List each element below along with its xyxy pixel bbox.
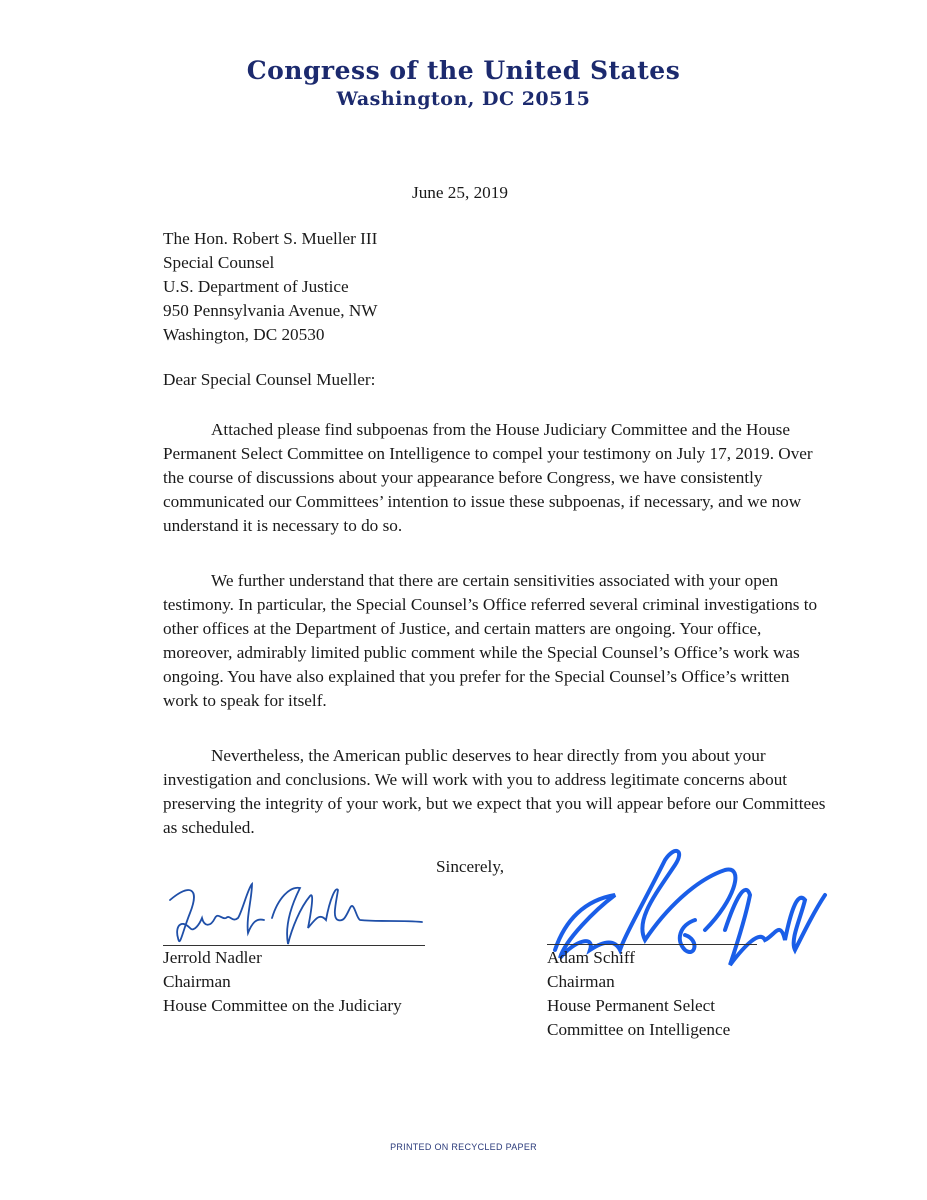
recipient-line: The Hon. Robert S. Mueller III xyxy=(163,229,378,248)
signature-stroke xyxy=(272,888,422,944)
paragraph-line: Permanent Select Committee on Intelligence to compel your testimony on July 17, 2019. Over xyxy=(163,444,813,463)
recipient-line: 950 Pennsylvania Avenue, NW xyxy=(163,301,378,320)
schiff-signature-line xyxy=(547,944,757,945)
paragraph-line: We further understand that there are certain sensitivities associated with your open xyxy=(211,571,779,590)
paragraph-line: moreover, admirably limited public comment while the Special Counsel’s Office’s work was xyxy=(163,643,800,662)
signer-title: Chairman xyxy=(547,972,615,991)
closing: Sincerely, xyxy=(436,857,505,876)
paragraph-line: ongoing. You have also explained that you prefer for the Special Counsel’s Office’s written xyxy=(163,667,790,686)
signer-nadler xyxy=(163,946,402,1018)
recipient-line: Washington, DC 20530 xyxy=(163,325,325,344)
signer-title: Chairman xyxy=(163,972,231,991)
paragraph-line: the course of discussions about your appearance before Congress, we have consistently xyxy=(163,468,763,487)
recipient-line: U.S. Department of Justice xyxy=(163,277,349,296)
signer-committee: House Permanent Select xyxy=(547,996,716,1015)
paragraph-line: Attached please find subpoenas from the House Judiciary Committee and the House xyxy=(211,420,790,439)
paragraph-line: understand it is necessary to do so. xyxy=(163,516,403,535)
paragraph-line: Nevertheless, the American public deserves to hear directly from you about your xyxy=(211,746,766,765)
recipient-line: Special Counsel xyxy=(163,253,275,272)
signer-name: Adam Schiff xyxy=(547,948,635,967)
signer-name: Jerrold Nadler xyxy=(163,948,262,967)
paragraph-line: other offices at the Department of Justice, and certain matters are ongoing. Your office, xyxy=(163,619,762,638)
paragraph-line: as scheduled. xyxy=(163,818,255,837)
paragraph-line: testimony. In particular, the Special Counsel’s Office referred several criminal investigations to xyxy=(163,595,818,614)
paragraph-line: communicated our Committees’ intention to issue these subpoenas, if necessary, and we now xyxy=(163,492,802,511)
paragraph-line: preserving the integrity of your work, but we expect that you will appear before our Committees xyxy=(163,794,826,813)
signature-stroke xyxy=(170,884,264,941)
recipient-address xyxy=(163,227,377,347)
signature-stroke xyxy=(555,851,735,958)
recycled-paper-footer: PRINTED ON RECYCLED PAPER xyxy=(390,1142,537,1152)
paragraph-1 xyxy=(163,418,813,538)
paragraph-line: investigation and conclusions. We will work with you to address legitimate concerns about xyxy=(163,770,788,789)
letter-date: June 25, 2019 xyxy=(412,183,508,202)
paragraph-line: work to speak for itself. xyxy=(163,691,327,710)
paragraph-3 xyxy=(163,744,826,840)
signer-committee: House Committee on the Judiciary xyxy=(163,996,402,1015)
letterhead-location: Washington, DC 20515 xyxy=(336,88,591,110)
letterhead-title: Congress of the United States xyxy=(246,56,681,85)
paragraph-2 xyxy=(163,569,818,713)
signer-schiff xyxy=(547,946,730,1042)
signer-committee: Committee on Intelligence xyxy=(547,1020,731,1039)
salutation: Dear Special Counsel Mueller: xyxy=(163,370,376,389)
